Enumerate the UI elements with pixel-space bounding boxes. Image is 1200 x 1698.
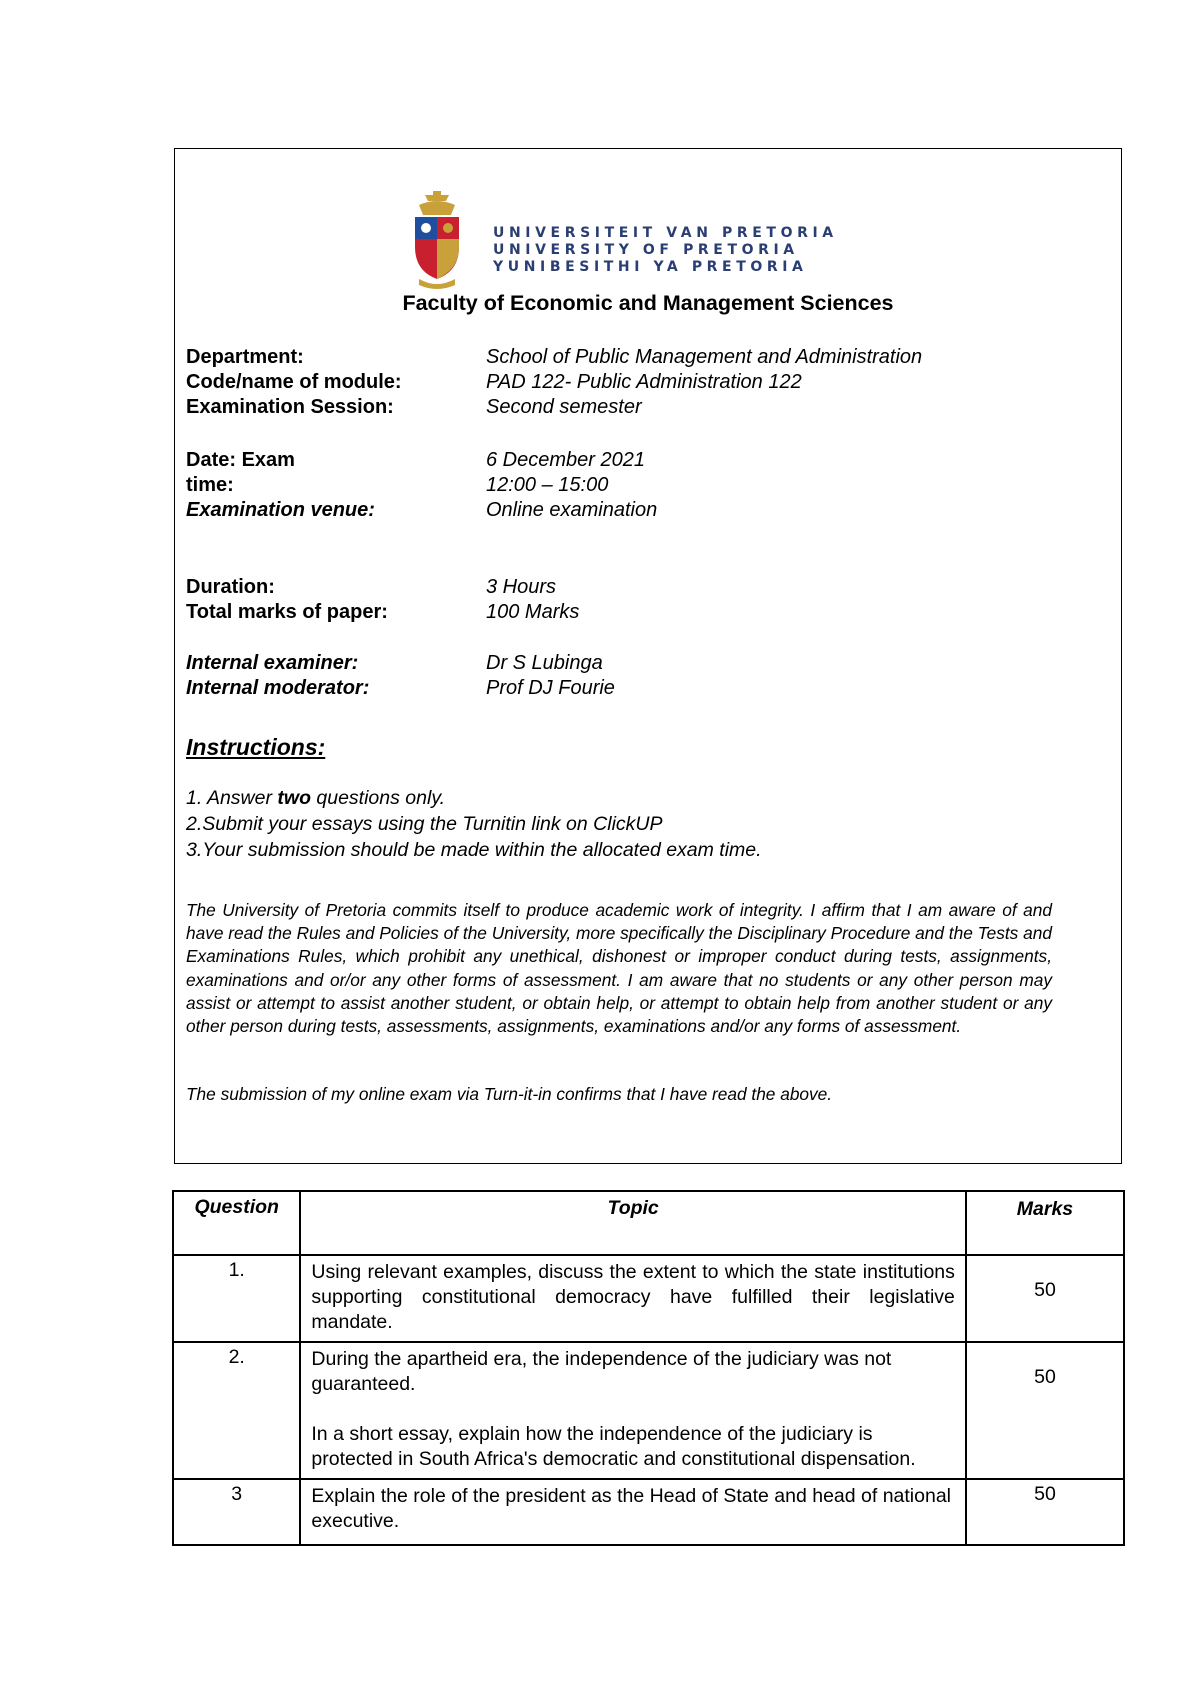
date-label: Date: Exam: [186, 449, 295, 471]
faculty-title: Faculty of Economic and Management Sciences: [402, 291, 894, 315]
table-header-row: [173, 1191, 1124, 1255]
total-marks-label: Total marks of paper:: [186, 601, 388, 623]
university-crest-icon: [405, 191, 469, 291]
total-marks-value: 100 Marks: [486, 601, 580, 623]
venue-value: Online examination: [486, 499, 658, 521]
logo-line-afrikaans: UNIVERSITEIT VAN PRETORIA: [493, 225, 838, 241]
examiner-value: Dr S Lubinga: [486, 652, 603, 674]
header-question: Question: [173, 1191, 300, 1255]
venue-label: Examination venue:: [186, 499, 375, 521]
logo-line-sepedi: YUNIBESITHI YA PRETORIA: [493, 259, 808, 275]
instruction-1-text: 1. Answer: [186, 787, 278, 809]
table-row: [173, 1479, 1124, 1545]
exam-cover-box: [174, 148, 1122, 1164]
submission-confirmation: The submission of my online exam via Turn-it-in confirms that I have read the above.: [186, 1084, 833, 1104]
logo-line-english: UNIVERSITY OF PRETORIA: [493, 242, 799, 258]
header-topic: Topic: [300, 1191, 966, 1255]
moderator-value: Prof DJ Fourie: [486, 677, 615, 699]
question-number: 3: [231, 1483, 243, 1505]
session-label: Examination Session:: [186, 396, 394, 418]
time-label: time:: [186, 474, 234, 496]
integrity-declaration: The University of Pretoria commits itself to produce academic work of integrity. I affirm that I am aware of and have read the Rules and Policies of the University, more specifically the Disciplinary Procedure and the Tests and Examinations Rules, which prohibit any unethical, dishonest or improper conduct during tests, assignments, examinations and or/or any other forms of assessment. I am aware that no students or any other person may assist or attempt to assist another student, or obtain help, or attempt to obtain help from another student or any other person during tests, assessments, assignments, examinations and/or any forms of assessment.: [186, 900, 1052, 1037]
question-marks: 50: [1034, 1366, 1056, 1388]
examiner-label: Internal examiner:: [186, 652, 359, 674]
date-value: 6 December 2021: [486, 449, 645, 471]
department-value: School of Public Management and Administration: [486, 346, 923, 368]
department-label: Department:: [186, 346, 304, 368]
question-marks: 50: [1034, 1279, 1056, 1301]
moderator-label: Internal moderator:: [186, 677, 370, 699]
module-label: Code/name of module:: [186, 371, 402, 393]
instruction-item-2: 2.Submit your essays using the Turnitin link on ClickUP: [186, 813, 663, 835]
duration-value: 3 Hours: [486, 576, 557, 598]
university-logo: [405, 191, 838, 291]
questions-table: [172, 1190, 1125, 1546]
instruction-item-1: [186, 787, 445, 810]
question-number: 1.: [228, 1259, 245, 1281]
instruction-1-emphasis: two: [277, 787, 311, 809]
question-topic-part-1: During the apartheid era, the independence of the judiciary was not guaranteed.: [311, 1348, 892, 1395]
header-marks: Marks: [966, 1191, 1124, 1255]
table-row: [173, 1255, 1124, 1342]
module-value: PAD 122- Public Administration 122: [486, 371, 802, 393]
question-number: 2.: [228, 1346, 245, 1368]
instructions-heading: Instructions:: [186, 734, 326, 760]
question-topic-part-2: In a short essay, explain how the independence of the judiciary is protected in South Africa's democratic and constitutional dispensation.: [311, 1423, 916, 1470]
duration-label: Duration:: [186, 576, 275, 598]
time-value: 12:00 – 15:00: [486, 474, 609, 496]
session-value: Second semester: [486, 396, 642, 418]
table-row: [173, 1342, 1124, 1479]
question-topic: Explain the role of the president as the Head of State and head of national executive.: [300, 1479, 966, 1545]
question-marks: 50: [1034, 1483, 1056, 1505]
instruction-item-3: 3.Your submission should be made within the allocated exam time.: [186, 839, 762, 861]
question-topic: Using relevant examples, discuss the extent to which the state institutions supporting constitutional democracy have fulfilled their legislative mandate.: [300, 1255, 966, 1342]
instruction-1-text-end: questions only.: [310, 787, 446, 809]
question-topic: [300, 1342, 966, 1479]
